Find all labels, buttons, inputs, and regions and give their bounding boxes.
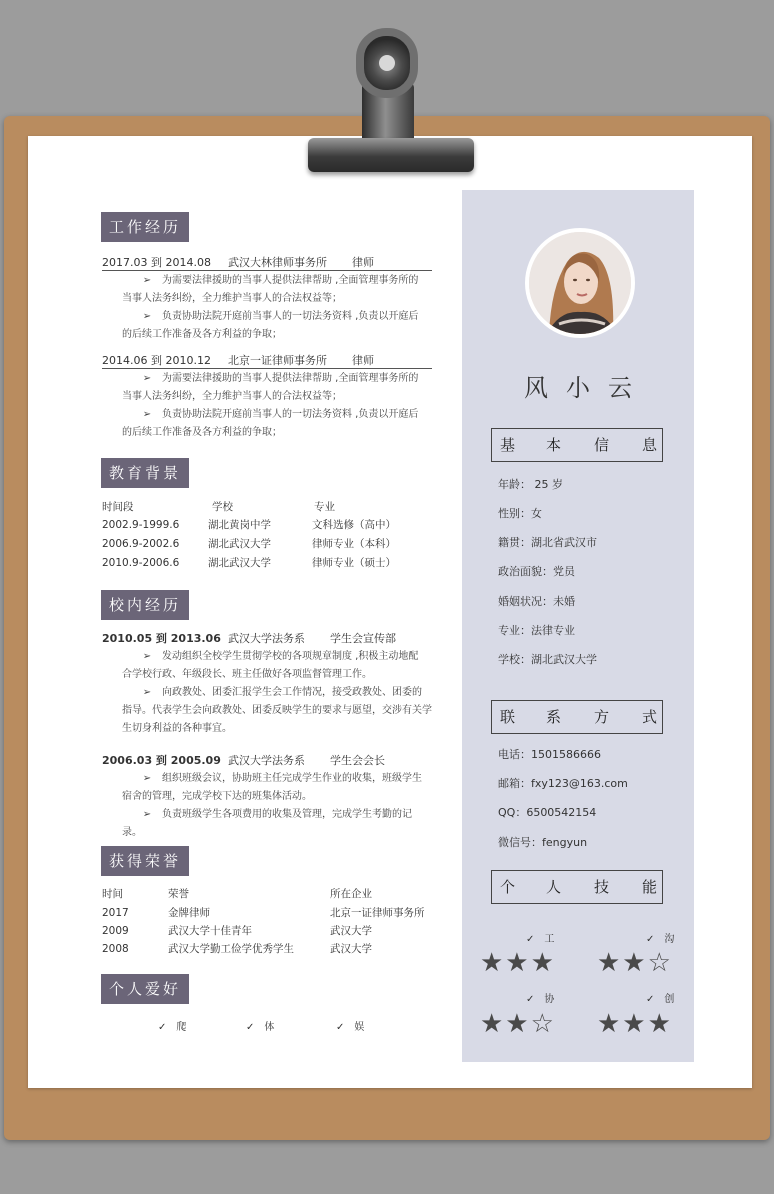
star-rating-icon: ★★☆ bbox=[597, 948, 673, 978]
job-org: 北京一证律师事务所 bbox=[228, 354, 327, 367]
hobby-item: ✓ 娱 bbox=[336, 1022, 365, 1033]
bullet-icon: ➢ bbox=[142, 275, 152, 286]
skill-label: ✓ 协 bbox=[526, 994, 555, 1005]
job-org: 武汉大林律师事务所 bbox=[228, 256, 327, 269]
bullet-icon: ➢ bbox=[142, 409, 152, 420]
job-period: 2017.03 到 2014.08 bbox=[102, 256, 211, 269]
honors-heading: 获得荣誉 bbox=[101, 846, 189, 876]
avatar bbox=[529, 232, 631, 334]
bullet-icon: ➢ bbox=[142, 651, 152, 662]
clip-icon bbox=[308, 138, 474, 172]
campus-item: ➢ 组织班级会议，协助班主任完成学生作业的收集，班级学生 宿舍的管理，完成学校下达的班集体活动。 bbox=[122, 770, 434, 806]
job-role: 律师 bbox=[352, 256, 374, 269]
star-rating-icon: ★★★ bbox=[480, 948, 556, 978]
skills-heading: 个 人 技 能 bbox=[491, 870, 663, 904]
contact-wechat: 微信号：fengyun bbox=[498, 836, 588, 849]
job-title bbox=[102, 254, 432, 271]
honors-header-row: 时间 荣誉 所在企业 bbox=[102, 888, 372, 900]
info-gender: 性别：女 bbox=[498, 507, 542, 520]
hobbies-heading: 个人爱好 bbox=[101, 974, 189, 1004]
hobby-item: ✓ 体 bbox=[246, 1022, 275, 1033]
job-title bbox=[102, 352, 432, 369]
campus-item: ➢ 向政教处、团委汇报学生会工作情况，接受政教处、团委的 指导。代表学生会向政教处、团委反映学生的要求与愿望，交涉有关学生切身利益的各种事宜。 bbox=[122, 684, 434, 738]
info-marital: 婚姻状况：未婚 bbox=[498, 595, 575, 608]
campus-item: ➢ 负责班级学生各项费用的收集及管理，完成学生考勤的记 录。 bbox=[122, 806, 434, 842]
info-hometown: 籍贯：湖北省武汉市 bbox=[498, 536, 597, 549]
info-politics: 政治面貌：党员 bbox=[498, 565, 575, 578]
bullet-icon: ➢ bbox=[142, 773, 152, 784]
star-rating-icon: ★★★ bbox=[597, 1009, 673, 1039]
campus-title: 2006.03 到 2005.09 武汉大学法务系 学生会会长 bbox=[102, 754, 385, 767]
table-row: 2006.9-2002.6 湖北武汉大学 律师专业（本科） bbox=[102, 538, 396, 550]
education-header-row: 时间段 学校 专业 bbox=[102, 501, 335, 513]
table-row: 2008 武汉大学勤工俭学优秀学生 武汉大学 bbox=[102, 943, 372, 955]
job-role: 律师 bbox=[352, 354, 374, 367]
bullet-icon: ➢ bbox=[142, 311, 152, 322]
info-age: 年龄： 25 岁 bbox=[498, 478, 563, 491]
skill-label: ✓ 创 bbox=[646, 994, 675, 1005]
table-row: 2009 武汉大学十佳青年 武汉大学 bbox=[102, 925, 372, 937]
work-heading: 工作经历 bbox=[101, 212, 189, 242]
skill-label: ✓ 沟 bbox=[646, 934, 675, 945]
bullet-icon: ➢ bbox=[142, 809, 152, 820]
education-heading: 教育背景 bbox=[101, 458, 189, 488]
hobby-item: ✓ 爬 bbox=[158, 1022, 187, 1033]
info-school: 学校：湖北武汉大学 bbox=[498, 653, 597, 666]
job-item: ➢ 负责协助法院开庭前当事人的一切法务资料 ,负责以开庭后 的后续工作准备及各方利益的争取； bbox=[122, 308, 434, 344]
job-item: ➢ 负责协助法院开庭前当事人的一切法务资料 ,负责以开庭后 的后续工作准备及各方利益的争取； bbox=[122, 406, 434, 442]
basic-info-heading: 基 本 信 息 bbox=[491, 428, 663, 462]
table-row: 2010.9-2006.6 湖北武汉大学 律师专业（硕士） bbox=[102, 557, 396, 569]
bullet-icon: ➢ bbox=[142, 687, 152, 698]
campus-heading: 校内经历 bbox=[101, 590, 189, 620]
job-period: 2014.06 到 2010.12 bbox=[102, 354, 211, 367]
campus-title: 2010.05 到 2013.06 武汉大学法务系 学生会宣传部 bbox=[102, 632, 396, 645]
table-row: 2002.9-1999.6 湖北黄岗中学 文科选修（高中） bbox=[102, 519, 396, 531]
contact-phone: 电话：1501586666 bbox=[498, 748, 601, 761]
clip-hole bbox=[379, 55, 395, 71]
bullet-icon: ➢ bbox=[142, 373, 152, 384]
skill-label: ✓ 工 bbox=[526, 934, 555, 945]
contact-heading: 联 系 方 式 bbox=[491, 700, 663, 734]
table-row: 2017 金牌律师 北京一证律师事务所 bbox=[102, 907, 425, 919]
profile-name: 风小云 bbox=[524, 374, 650, 402]
contact-qq: QQ：6500542154 bbox=[498, 806, 597, 819]
star-rating-icon: ★★☆ bbox=[480, 1009, 556, 1039]
job-item: ➢ 为需要法律援助的当事人提供法律帮助 ,全面管理事务所的 当事人法务纠纷，全力维护当事人的合法权益等； bbox=[122, 370, 434, 406]
contact-email: 邮箱：fxy123@163.com bbox=[498, 777, 628, 790]
campus-item: ➢ 发动组织全校学生贯彻学校的各项规章制度 ,积极主动地配 合学校行政、年级段长、班主任做好各项监督管理工作。 bbox=[122, 648, 434, 684]
info-major: 专业：法律专业 bbox=[498, 624, 575, 637]
job-item: ➢ 为需要法律援助的当事人提供法律帮助 ,全面管理事务所的 当事人法务纠纷，全力维护当事人的合法权益等； bbox=[122, 272, 434, 308]
